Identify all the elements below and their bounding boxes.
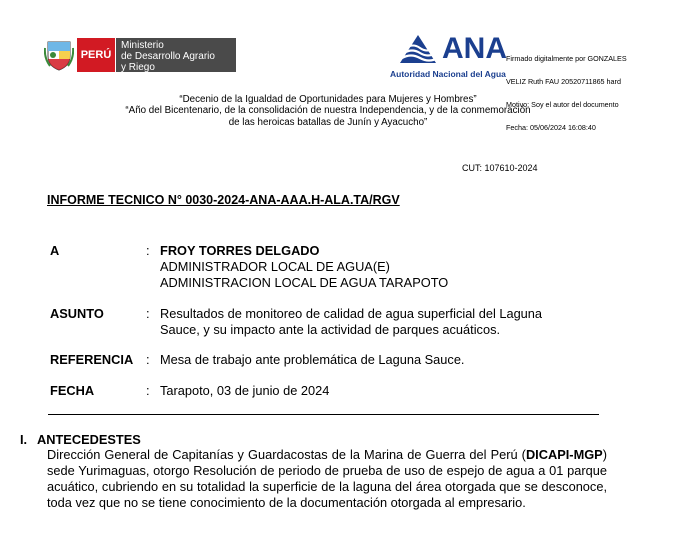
ana-logo-text: ANA bbox=[442, 32, 507, 65]
field-a-label: A bbox=[50, 243, 60, 258]
paragraph-bold-acronym: DICAPI-MGP bbox=[525, 447, 603, 462]
signature-line-3: Motivo: Soy el autor del documento bbox=[506, 99, 619, 109]
paragraph-text-end: ) sede Yurimaguas, otorgo Resolución de periodo de prueba de uso de espejo de agua a 01 parque acuático, cubriendo en su totalidad la superficie de la laguna del área otorgada que se desconoce, toda vez que no se tiene conocimiento de la documentación otorgada al empresario. bbox=[47, 447, 607, 510]
recipient-name: FROY TORRES DELGADO bbox=[160, 243, 320, 258]
field-a-value bbox=[160, 243, 448, 291]
ministry-label bbox=[116, 38, 236, 72]
ministry-line-2: de Desarrollo Agrario bbox=[121, 51, 215, 62]
ana-logo-icon bbox=[398, 33, 440, 65]
peru-label: PERÚ bbox=[77, 38, 115, 72]
asunto-line-1: Resultados de monitoreo de calidad de agua superficial del Laguna bbox=[160, 306, 543, 321]
signature-line-4: Fecha: 05/06/2024 16:08:40 bbox=[506, 122, 596, 132]
section-title: ANTECEDESTES bbox=[37, 432, 141, 447]
field-asunto-label: ASUNTO bbox=[50, 306, 104, 321]
field-referencia-colon: : bbox=[146, 352, 150, 367]
agency-name: Autoridad Nacional del Agua bbox=[390, 69, 506, 79]
paragraph-text-start: Dirección General de Capitanías y Guardacostas de la Marina de Guerra del Perú ( bbox=[47, 447, 526, 462]
field-a-colon: : bbox=[146, 243, 150, 258]
section-paragraph bbox=[47, 447, 607, 511]
recipient-office: ADMINISTRACION LOCAL DE AGUA TARAPOTO bbox=[160, 275, 449, 290]
field-referencia-value: Mesa de trabajo ante problemática de Laguna Sauce. bbox=[160, 352, 465, 367]
divider-line bbox=[48, 414, 599, 415]
ministry-line-1: Ministerio bbox=[121, 40, 164, 51]
document-title: INFORME TECNICO N° 0030-2024-ANA-AAA.H-ALA.TA/RGV bbox=[47, 193, 400, 207]
section-number: I. bbox=[20, 432, 28, 447]
field-asunto-value bbox=[160, 306, 542, 338]
signature-line-1: Firmado digitalmente por GONZALES bbox=[506, 54, 627, 64]
field-asunto-colon: : bbox=[146, 306, 150, 321]
decree-line-1: “Decenio de la Igualdad de Oportunidades para Mujeres y Hombres” bbox=[179, 94, 477, 105]
field-fecha-colon: : bbox=[146, 383, 150, 398]
field-fecha-value: Tarapoto, 03 de junio de 2024 bbox=[160, 383, 330, 398]
decree-line-2: “Año del Bicentenario, de la consolidación de nuestra Independencia, y de la conmemoración bbox=[125, 105, 531, 116]
field-referencia-label: REFERENCIA bbox=[50, 352, 134, 367]
peru-coat-of-arms-icon bbox=[44, 38, 74, 72]
cut-number: CUT: 107610-2024 bbox=[462, 163, 538, 173]
field-fecha-label: FECHA bbox=[50, 383, 95, 398]
recipient-position: ADMINISTRADOR LOCAL DE AGUA(E) bbox=[160, 259, 390, 274]
asunto-line-2: Sauce, y su impacto ante la actividad de parques acuáticos. bbox=[160, 322, 501, 337]
decree-line-3: de las heroicas batallas de Junín y Ayacucho” bbox=[228, 117, 428, 128]
ministry-line-3: y Riego bbox=[121, 62, 155, 73]
signature-line-2: VELIZ Ruth FAU 20520711865 hard bbox=[506, 76, 621, 86]
